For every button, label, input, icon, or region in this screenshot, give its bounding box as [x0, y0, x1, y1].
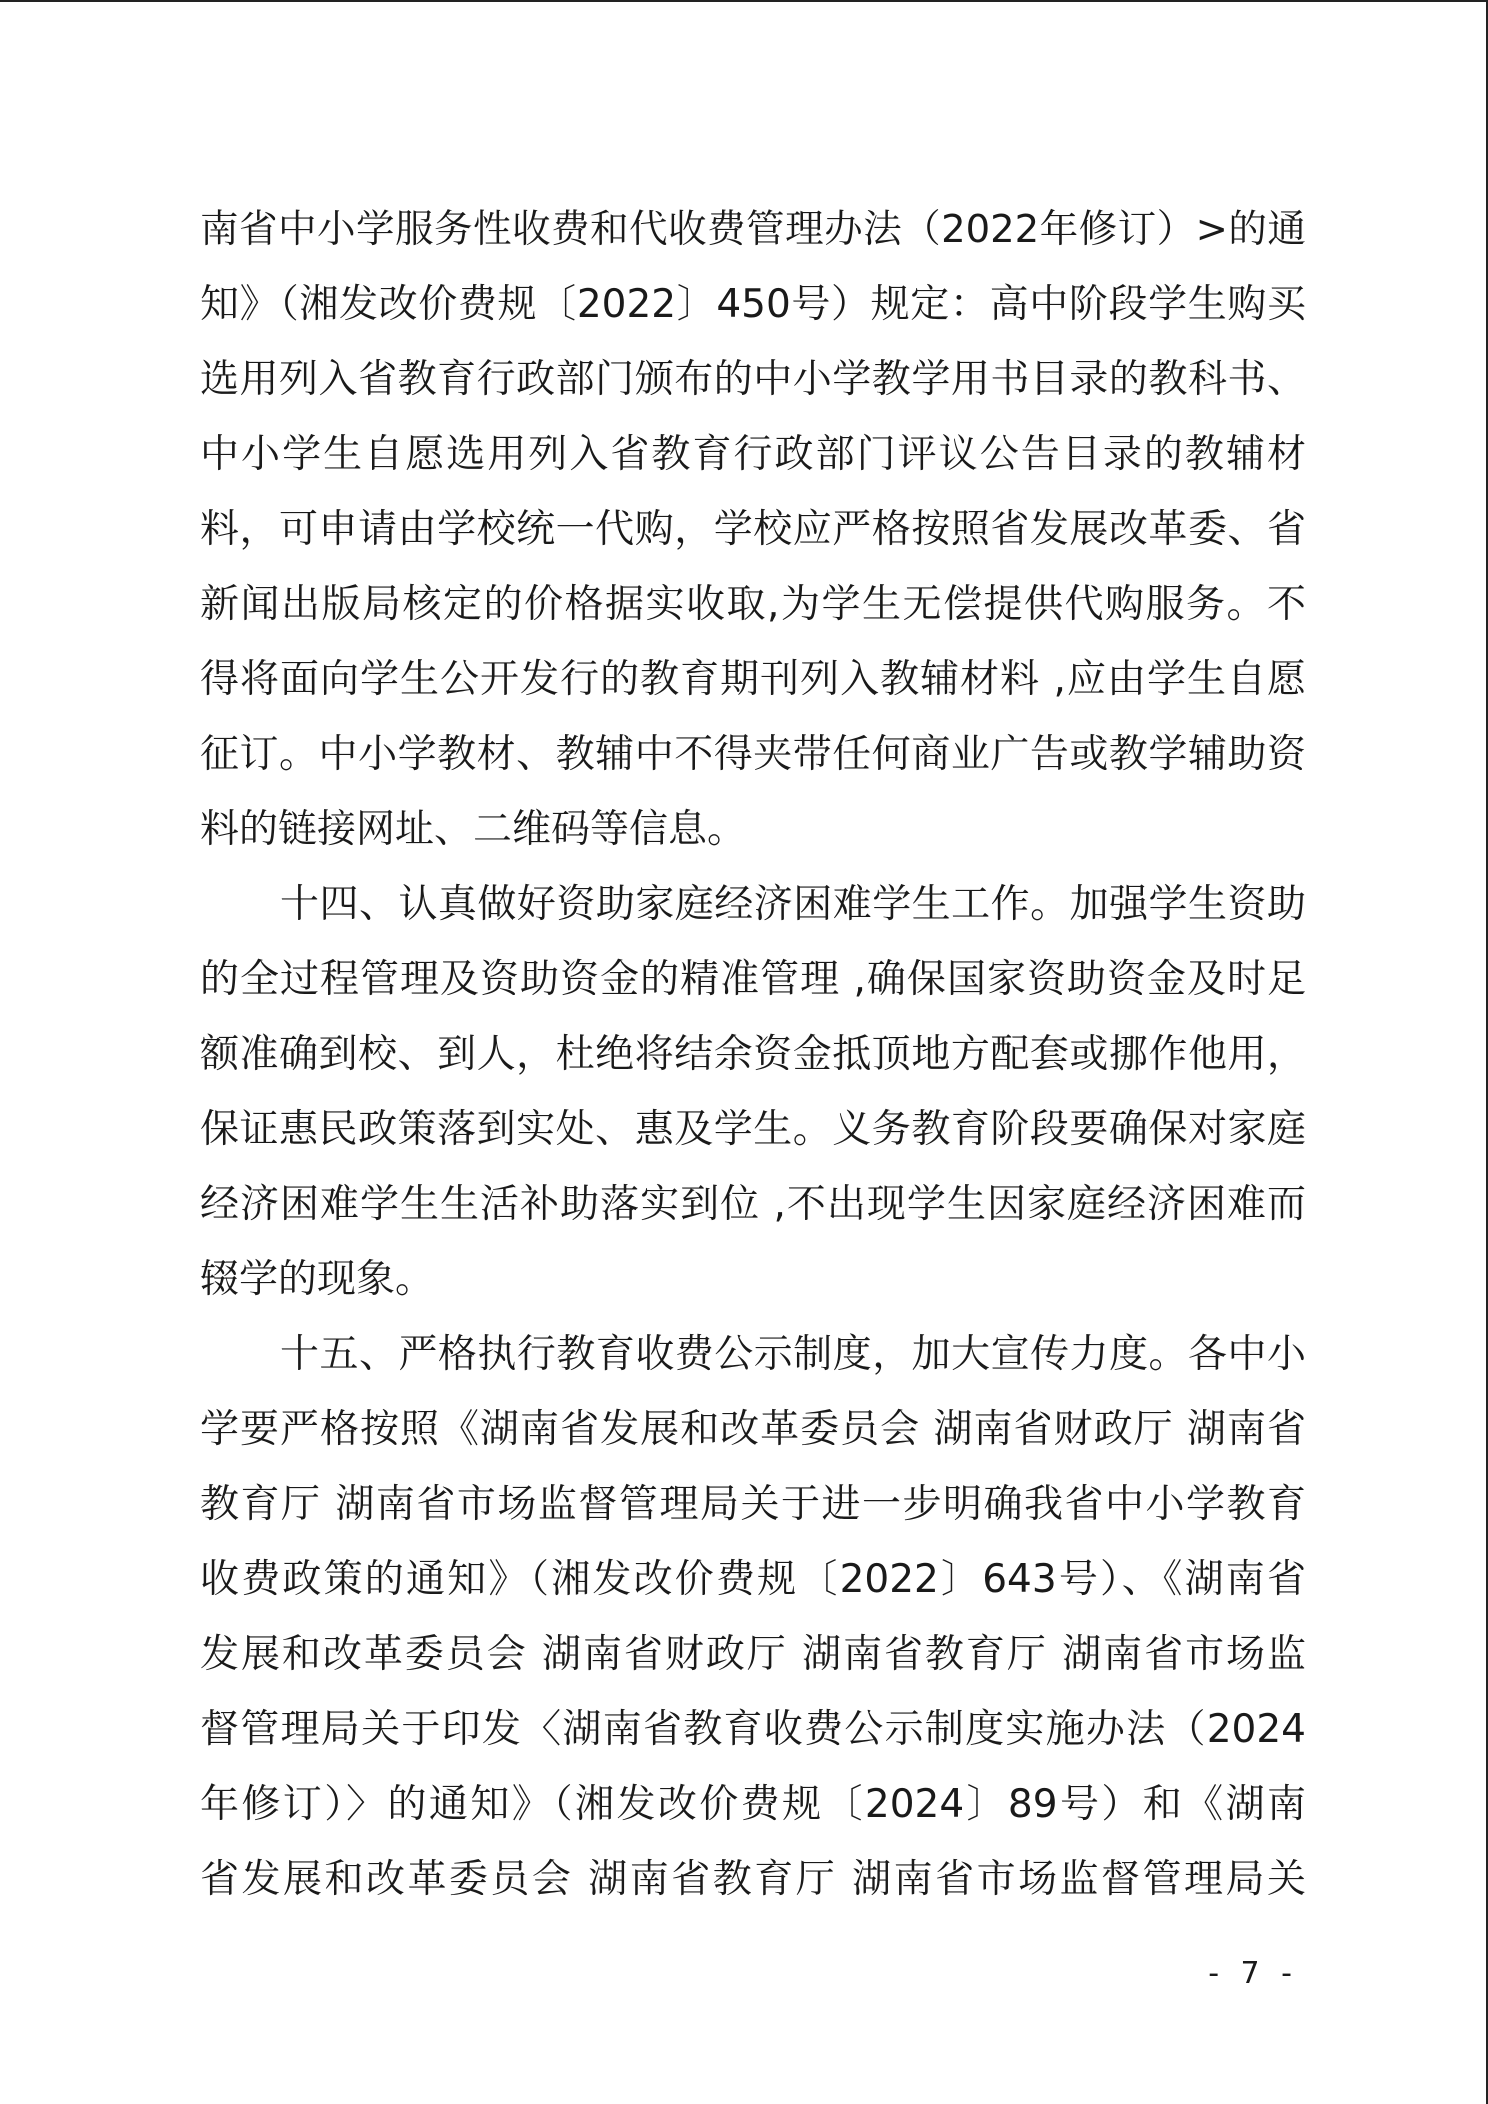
text-line: 年修订）〉的通知》（湘发改价费规〔2024〕89号）和《湖南 — [200, 1782, 1306, 1827]
text-line: 教育厅 湖南省市场监督管理局关于进一步明确我省中小学教育 — [200, 1482, 1306, 1527]
text-line: 选用列入省教育行政部门颁布的中小学教学用书目录的教科书、 — [200, 357, 1306, 402]
text-line: 料的链接网址、二维码等信息。 — [200, 807, 747, 852]
page-number: - 7 - — [1208, 1956, 1298, 1991]
text-line: 省发展和改革委员会 湖南省教育厅 湖南省市场监督管理局关 — [200, 1857, 1306, 1902]
document-body — [200, 192, 1306, 1917]
text-line: 额准确到校、到人，杜绝将结余资金抵顶地方配套或挪作他用， — [200, 1032, 1306, 1077]
text-line: 料，可申请由学校统一代购，学校应严格按照省发展改革委、省 — [200, 507, 1306, 552]
text-line: 中小学生自愿选用列入省教育行政部门评议公告目录的教辅材 — [200, 432, 1306, 477]
text-line: 征订。中小学教材、教辅中不得夹带任何商业广告或教学辅助资 — [200, 732, 1306, 777]
text-line: 知》（湘发改价费规〔2022〕450号）规定：高中阶段学生购买 — [200, 282, 1306, 327]
text-line: 学要严格按照《湖南省发展和改革委员会 湖南省财政厅 湖南省 — [200, 1407, 1306, 1452]
text-line: 得将面向学生公开发行的教育期刊列入教辅材料 ,应由学生自愿 — [200, 657, 1306, 702]
text-line: 经济困难学生生活补助落实到位 ,不出现学生因家庭经济困难而 — [200, 1182, 1306, 1227]
section-heading-line: 十五、严格执行教育收费公示制度，加大宣传力度。各中小 — [280, 1332, 1306, 1377]
text-line: 保证惠民政策落到实处、惠及学生。义务教育阶段要确保对家庭 — [200, 1107, 1306, 1152]
text-line: 新闻出版局核定的价格据实收取,为学生无偿提供代购服务。不 — [200, 582, 1306, 627]
text-line: 南省中小学服务性收费和代收费管理办法（2022年修订）>的通 — [200, 207, 1306, 252]
text-line: 辍学的现象。 — [200, 1257, 435, 1302]
text-line: 发展和改革委员会 湖南省财政厅 湖南省教育厅 湖南省市场监 — [200, 1632, 1306, 1677]
section-heading-line: 十四、认真做好资助家庭经济困难学生工作。加强学生资助 — [280, 882, 1306, 927]
text-line: 的全过程管理及资助资金的精准管理 ,确保国家资助资金及时足 — [200, 957, 1306, 1002]
text-line: 督管理局关于印发〈湖南省教育收费公示制度实施办法（2024 — [200, 1707, 1306, 1752]
text-line: 收费政策的通知》（湘发改价费规〔2022〕643号）、《湖南省 — [200, 1557, 1306, 1602]
